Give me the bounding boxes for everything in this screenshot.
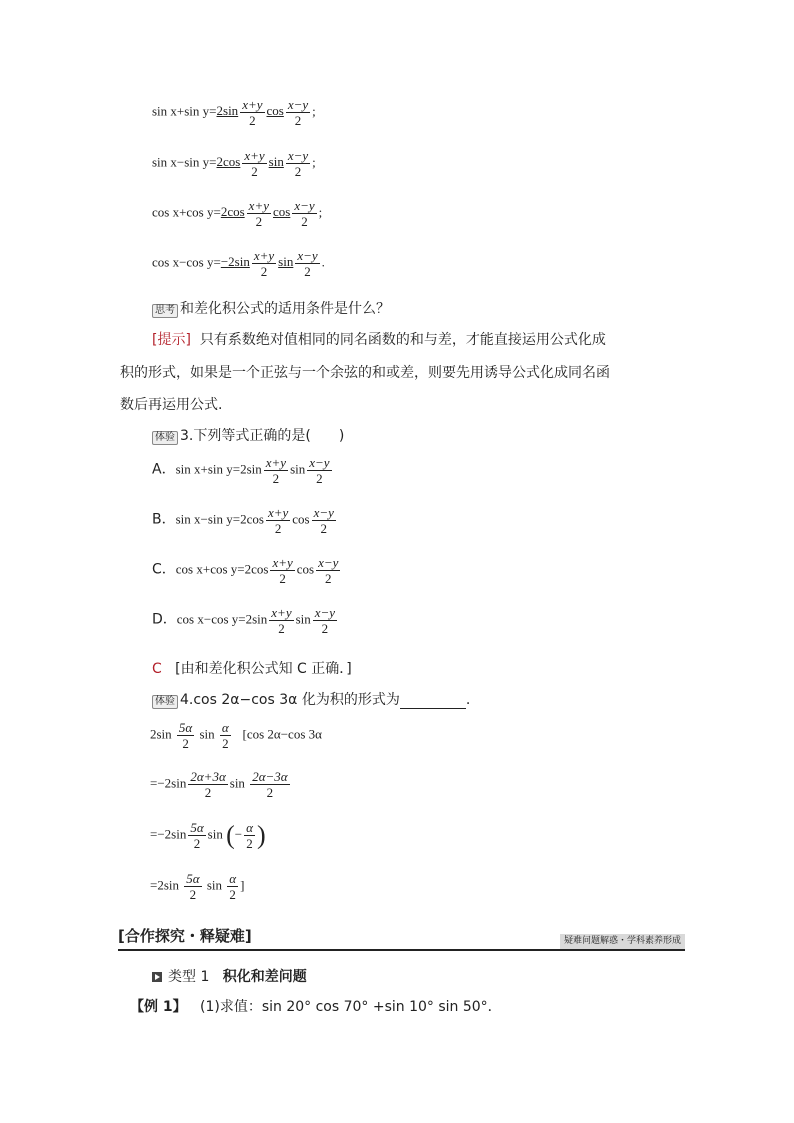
think-question: 思考 和差化积公式的适用条件是什么？ xyxy=(152,298,390,318)
fraction: $\frac{x+y}{2}$ xyxy=(271,605,292,636)
fraction: $\frac{x-y}{2}$ xyxy=(294,198,315,229)
fraction: $\frac{x-y}{2}$ xyxy=(318,555,339,586)
fraction: $\frac{\alpha}{2}$ xyxy=(246,820,253,851)
fraction: $\frac{x-y}{2}$ xyxy=(314,605,336,636)
formula-sum-cos: cos x+cos y=2cos $\frac{x+y}{2}$ cos $\frac{x-y}{2}$ ; xyxy=(152,198,323,229)
solution-line-4: =2sin $\frac{5\alpha}{2}$ sin $\frac{\alpha}{2}$ ] xyxy=(150,871,245,902)
hint-line-2: 积的形式，如果是一个正弦与一个余弦的和或差，则要先用诱导公式化成同名函 xyxy=(120,365,610,381)
hint-line-3: 数后再运用公式. xyxy=(120,397,223,413)
fraction: $\frac{x+y}{2}$ xyxy=(267,505,289,536)
fraction: $\frac{x+y}{2}$ xyxy=(253,248,275,279)
example-1: 【例 1】 (1)求值：sin 20° cos 70° +sin 10° sin 50°． xyxy=(130,999,502,1015)
formula-sum-sin: sin x+sin y=2sin $\frac{x+y}{2}$ cos $\frac{x-y}{2}$ ; xyxy=(152,97,316,128)
blank-answer: 2cos $\frac{x+y}{2}$ cos $\frac{x-y}{2}$ xyxy=(220,198,315,229)
fraction: $\frac{5\alpha}{2}$ xyxy=(190,820,204,851)
option-b: B．sin x−sin y=2cos $\frac{x+y}{2}$ cos $\frac{x-y}{2}$ xyxy=(152,505,334,536)
section-title: [合作探究・释疑难] xyxy=(118,927,252,945)
solution-line-3: =−2sin $\frac{5\alpha}{2}$ sin (− $\frac{\alpha}{2}$ ) xyxy=(150,820,266,851)
play-triangle-icon xyxy=(152,972,162,982)
question-3-answer: C [由和差化积公式知 C 正确．] xyxy=(152,661,352,677)
fraction: $\frac{\alpha}{2}$ xyxy=(229,871,237,902)
fraction: $\frac{x+y}{2}$ xyxy=(248,198,269,229)
fraction: $\frac{x+y}{2}$ xyxy=(242,97,263,128)
option-a: A．sin x+sin y=2sin $\frac{x+y}{2}$ sin $\frac{x-y}{2}$ xyxy=(152,455,330,486)
fraction: $\frac{x+y}{2}$ xyxy=(265,455,287,486)
solution-line-2: =−2sin $\frac{2\alpha+3\alpha}{2}$ sin $\frac{2\alpha-3\alpha}{2}$ xyxy=(150,769,288,800)
question-3-stem: 体验 3.下列等式正确的是( ) xyxy=(152,425,344,445)
blank-answer: 2sin $\frac{x+y}{2}$ cos $\frac{x-y}{2}$ xyxy=(216,97,309,128)
hint-label: [提示] xyxy=(152,332,191,348)
type-heading: 类型 1 积化和差问题 xyxy=(152,966,307,986)
fraction: $\frac{x-y}{2}$ xyxy=(313,505,334,536)
fraction: $\frac{2\alpha+3\alpha}{2}$ xyxy=(190,769,226,800)
blank-answer: −2sin $\frac{x+y}{2}$ sin $\frac{x-y}{2}$ xyxy=(220,248,318,279)
example-label: 【例 1】 xyxy=(130,999,187,1015)
fraction: $\frac{x-y}{2}$ xyxy=(297,248,318,279)
formula-diff-cos: cos x−cos y=−2sin $\frac{x+y}{2}$ sin $\frac{x-y}{2}$ . xyxy=(152,248,325,279)
fraction: $\frac{x+y}{2}$ xyxy=(272,555,293,586)
blank-answer: 2cos $\frac{x+y}{2}$ sin $\frac{x-y}{2}$ xyxy=(216,148,309,179)
experience-tag: 体验 xyxy=(152,695,178,709)
fraction: $\frac{x-y}{2}$ xyxy=(287,97,309,128)
think-tag: 思考 xyxy=(152,304,178,318)
section-header xyxy=(118,925,685,951)
section-subtitle-badge: 疑难问题解惑・学科素养形成 xyxy=(560,934,685,949)
answer-letter: C xyxy=(152,661,162,677)
fraction: $\frac{5\alpha}{2}$ xyxy=(186,871,200,902)
fraction: $\frac{x+y}{2}$ xyxy=(244,148,265,179)
answer-blank xyxy=(400,692,466,709)
fraction: $\frac{x-y}{2}$ xyxy=(287,148,309,179)
fraction: $\frac{\alpha}{2}$ xyxy=(221,720,229,751)
question-4-stem: 体验 4.cos 2α−cos 3α 化为积的形式为 . xyxy=(152,689,470,709)
experience-tag: 体验 xyxy=(152,431,178,445)
fraction: $\frac{x-y}{2}$ xyxy=(309,455,330,486)
formula-diff-sin: sin x−sin y=2cos $\frac{x+y}{2}$ sin $\frac{x-y}{2}$ ; xyxy=(152,148,316,179)
hint-line-1: [提示] 只有系数绝对值相同的同名函数的和与差，才能直接运用公式化成 xyxy=(152,332,606,348)
option-c: C．cos x+cos y=2cos $\frac{x+y}{2}$ cos $\frac{x-y}{2}$ xyxy=(152,555,339,586)
option-d: D．cos x−cos y=2sin $\frac{x+y}{2}$ sin $\frac{x-y}{2}$ xyxy=(152,605,336,636)
solution-line-1: 2sin $\frac{5\alpha}{2}$ sin $\frac{\alpha}{2}$ [cos 2α−cos 3α xyxy=(150,720,322,751)
fraction: $\frac{5\alpha}{2}$ xyxy=(178,720,193,751)
fraction: $\frac{2\alpha-3\alpha}{2}$ xyxy=(252,769,288,800)
